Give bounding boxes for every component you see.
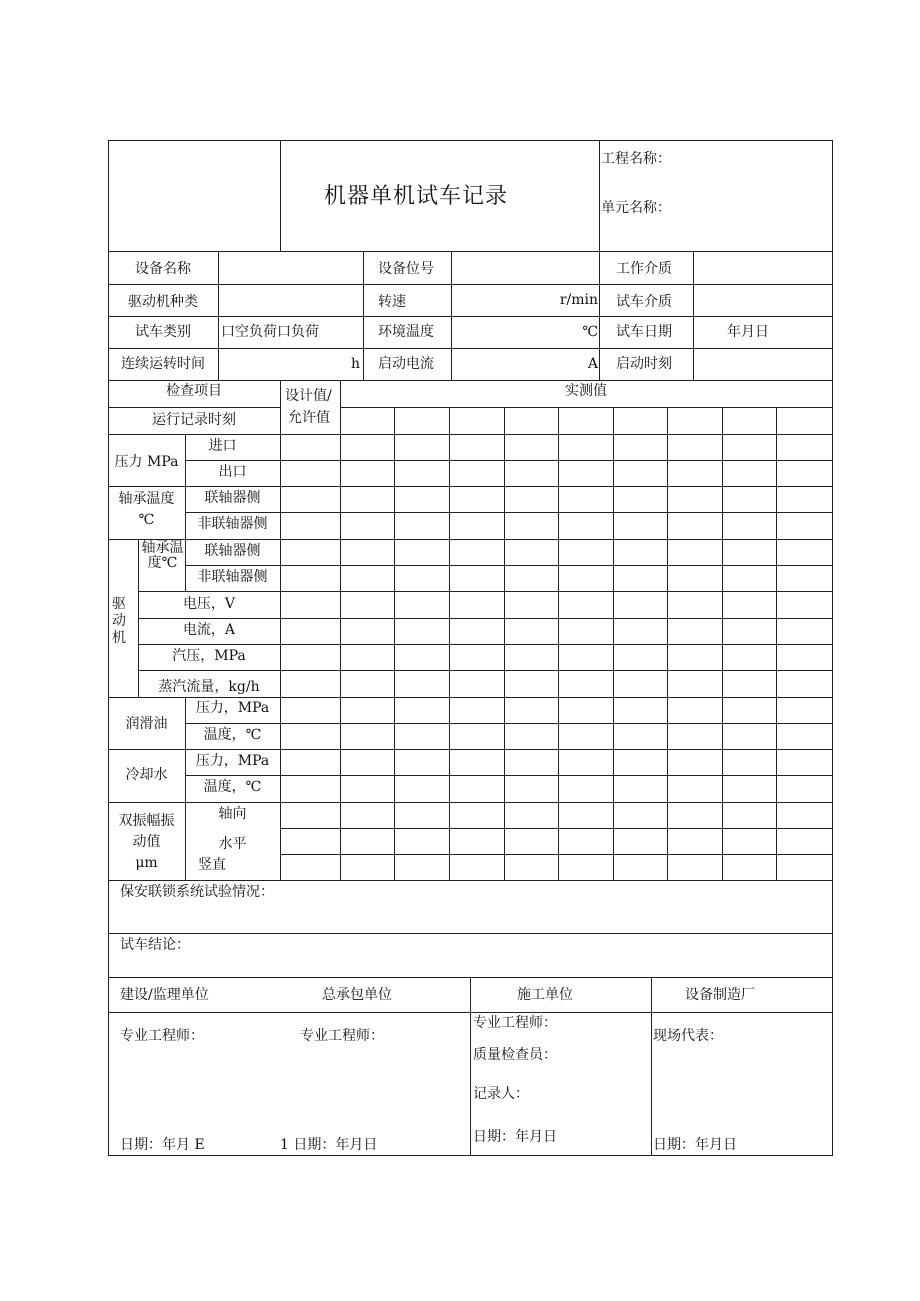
speed-label: 转速 — [378, 294, 406, 310]
equipment-name-label: 设备名称 — [135, 261, 191, 277]
rule — [218, 251, 219, 380]
vertical-label: 竖直 — [198, 857, 226, 873]
pressure-group-label: 压力 MPa — [114, 454, 179, 470]
inspector-label: 质量检查员： — [473, 1047, 557, 1063]
rule — [108, 749, 833, 750]
construction-engineer-label: 专业工程师： — [473, 1015, 557, 1031]
gc-date-label: 1 日期：年月日 — [280, 1137, 378, 1153]
allow-value-header: 允许值 — [288, 410, 330, 426]
voltage-label: 电压，V — [182, 596, 236, 612]
rule — [558, 407, 559, 881]
rule — [185, 512, 833, 513]
rule — [280, 828, 833, 829]
driver-group-label: 驱动机 — [112, 596, 126, 646]
border-left — [108, 140, 109, 1156]
construction-date-label: 日期：年月日 — [473, 1129, 557, 1145]
cooling-water-pressure-label: 压力，MPa — [195, 753, 270, 769]
test-type-value: 口空负荷口负荷 — [221, 324, 319, 340]
equipment-tag-label: 设备位号 — [378, 261, 434, 277]
interlock-test-label: 保安联锁系统试验情况： — [120, 884, 274, 900]
continuous-time-label: 连续运转时间 — [121, 356, 205, 372]
rule — [108, 380, 833, 381]
work-medium-label: 工作介质 — [616, 261, 672, 277]
rule — [651, 977, 652, 1156]
rule — [108, 539, 833, 540]
rule — [185, 460, 833, 461]
rule — [138, 618, 833, 619]
bearing-temp-label: 轴承温度 — [118, 491, 175, 507]
rule — [722, 407, 723, 881]
measured-value-header: 实测值 — [565, 383, 607, 399]
rule — [504, 407, 505, 881]
rule — [108, 407, 280, 408]
rule — [138, 644, 833, 645]
non-coupling-side-label: 非联轴器侧 — [197, 516, 268, 532]
rule — [340, 407, 833, 408]
rule — [185, 565, 833, 566]
general-contractor-label: 总承包单位 — [322, 987, 392, 1003]
bearing-temp-unit: ℃ — [138, 512, 155, 528]
lube-oil-temp-label: 温度，℃ — [203, 727, 262, 743]
rule — [108, 697, 833, 698]
rule — [776, 407, 777, 881]
ambient-temp-label: 环境温度 — [378, 324, 434, 340]
manufacturer-date-label: 日期：年月日 — [653, 1137, 737, 1153]
construction-unit-label: 施工单位 — [517, 987, 573, 1003]
design-value-header: 设计值/ — [285, 388, 332, 404]
rule — [340, 380, 341, 881]
ambient-temp-unit: ℃ — [582, 324, 598, 340]
rule — [108, 348, 833, 349]
rule — [138, 670, 833, 671]
current-label: 电流，A — [182, 622, 236, 638]
steam-flow-label: 蒸汽流量，kg/h — [158, 679, 260, 695]
owner-date-label: 日期：年月 E — [120, 1137, 205, 1153]
rule — [280, 140, 281, 252]
border-top — [108, 140, 833, 141]
start-current-label: 启动电流 — [378, 356, 434, 372]
rule — [138, 591, 833, 592]
inlet-label: 进口 — [208, 438, 237, 454]
rule — [693, 251, 694, 380]
record-time-header: 运行记录时刻 — [152, 412, 236, 428]
horizontal-label: 水平 — [218, 836, 247, 852]
lube-oil-pressure-label: 压力，MPa — [195, 700, 270, 716]
rule — [108, 933, 833, 934]
rule — [667, 407, 668, 881]
start-current-unit: A — [587, 356, 598, 372]
axial-label: 轴向 — [218, 806, 247, 822]
lube-oil-label: 润滑油 — [125, 716, 168, 732]
driver-type-label: 驱动机种类 — [128, 294, 198, 310]
rule — [185, 723, 833, 724]
rule — [108, 316, 833, 317]
conclusion-label: 试车结论： — [120, 937, 190, 953]
unit-name-label: 单元名称： — [601, 200, 671, 216]
border-right — [832, 140, 833, 1156]
rule — [138, 539, 139, 697]
rule — [108, 251, 833, 252]
recorder-label: 记录人： — [473, 1086, 529, 1102]
rule — [108, 486, 833, 487]
rule — [599, 140, 600, 380]
cooling-water-label: 冷却水 — [125, 767, 168, 783]
driver-non-coupling-side-label: 非联轴器侧 — [197, 569, 268, 585]
form-title: 机器单机试车记录 — [324, 184, 509, 209]
test-date-label: 试车日期 — [616, 324, 672, 340]
start-moment-label: 启动时刻 — [616, 356, 672, 372]
outlet-label: 出口 — [218, 464, 247, 480]
vibration-label-line2: 动值 — [132, 834, 161, 850]
rule — [451, 251, 452, 380]
rule — [108, 880, 833, 881]
driver-coupling-side-label: 联轴器侧 — [204, 543, 261, 559]
continuous-time-unit: h — [350, 356, 360, 372]
rule — [280, 854, 833, 855]
cooling-water-temp-label: 温度，℃ — [203, 779, 262, 795]
rule — [108, 284, 833, 285]
speed-unit: r/min — [559, 292, 598, 308]
driver-bearing-temp-label: 轴承温度℃ — [141, 540, 184, 571]
rule — [280, 380, 281, 881]
coupling-side-label: 联轴器侧 — [204, 490, 261, 506]
owner-engineer-label: 专业工程师： — [120, 1028, 204, 1044]
check-item-header: 检查项目 — [166, 383, 222, 399]
rule — [108, 434, 833, 435]
site-rep-label: 现场代表： — [653, 1028, 723, 1044]
rule — [108, 802, 833, 803]
rule — [449, 407, 450, 881]
test-medium-label: 试车介质 — [616, 294, 672, 310]
rule — [363, 251, 364, 380]
vibration-unit: μm — [135, 855, 158, 871]
steam-pressure-label: 汽压，MPa — [172, 648, 246, 664]
test-type-label: 试车类别 — [135, 324, 191, 340]
gc-engineer-label: 专业工程师： — [300, 1028, 384, 1044]
manufacturer-label: 设备制造厂 — [685, 987, 755, 1003]
owner-unit-label: 建设/监理单位 — [120, 987, 209, 1003]
project-name-label: 工程名称： — [601, 151, 671, 167]
vibration-label-line1: 双振幅振 — [118, 813, 175, 829]
rule — [613, 407, 614, 881]
test-date-value: 年月日 — [727, 324, 769, 340]
rule — [394, 407, 395, 881]
rule — [185, 775, 833, 776]
